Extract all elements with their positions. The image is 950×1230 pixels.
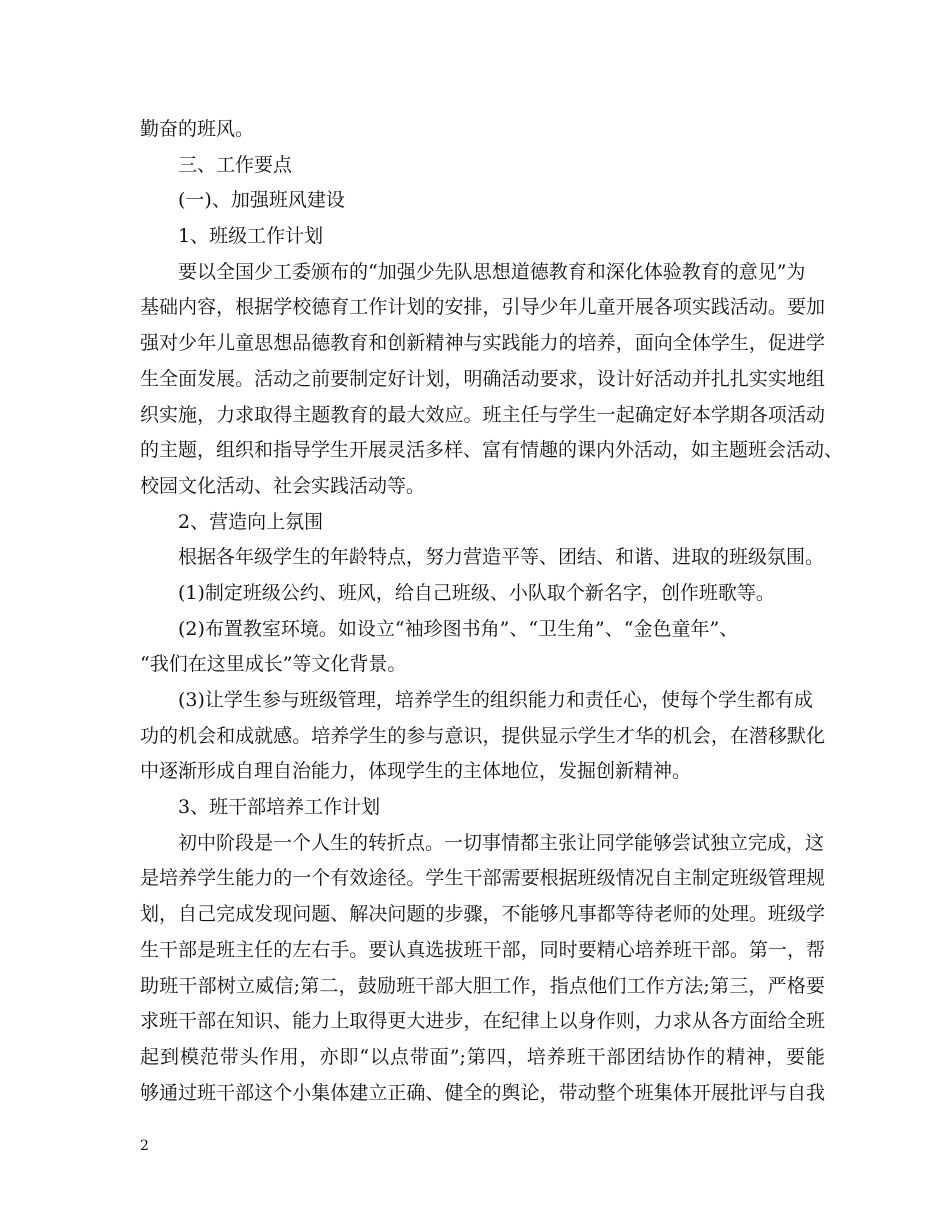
list-item: (2)布置教室环境。如设立“袖珍图书角”、“卫生角”、“金色童年”、 [178, 617, 739, 640]
page-number: 2 [140, 1138, 149, 1154]
paragraph-line: 够通过班干部这个小集体建立正确、健全的舆论，带动整个班集体开展批评与自我 [140, 1081, 825, 1104]
paragraph-line: 织实施，力求取得主题教育的最大效应。班主任与学生一起确定好本学期各项活动 [140, 403, 825, 426]
paragraph-line: 生全面发展。活动之前要制定好计划，明确活动要求，设计好活动并扎扎实实地组 [140, 367, 825, 390]
paragraph-line: 校园文化活动、社会实践活动等。 [140, 474, 426, 497]
paragraph-line: 的主题，组织和指导学生开展灵活多样、富有情趣的课内外活动，如主题班会活动、 [140, 439, 844, 462]
paragraph-line: 中逐渐形成自理自治能力，体现学生的主体地位，发掘创新精神。 [140, 760, 692, 783]
document-body [140, 112, 844, 1111]
subsection-heading: (一)、加强班风建设 [178, 189, 345, 212]
paragraph-line: 基础内容，根据学校德育工作计划的安排，引导少年儿童开展各项实践活动。要加 [140, 296, 825, 319]
paragraph-line: 生干部是班主任的左右手。要认真选拔班干部，同时要精心培养班干部。第一，帮 [140, 938, 825, 961]
paragraph-line: 勤奋的班风。 [140, 118, 255, 140]
list-item: (3)让学生参与班级管理，培养学生的组织能力和责任心，使每个学生都有成 [178, 689, 813, 711]
paragraph-line: 求班干部在知识、能力上取得更大进步，在纪律上以身作则，力求从各方面给全班 [140, 1010, 825, 1033]
paragraph-line: 功的机会和成就感。培养学生的参与意识，提供显示学生才华的机会，在潜移默化 [140, 724, 825, 747]
paragraph-line: 强对少年儿童思想品德教育和创新精神与实践能力的培养，面向全体学生，促进学 [140, 332, 825, 355]
section-heading: 三、工作要点 [178, 153, 293, 176]
paragraph-line: 根据各年级学生的年龄特点，努力营造平等、团结、和谐、进取的班级氛围。 [178, 546, 825, 569]
item-heading: 3、班干部培养工作计划 [178, 796, 381, 819]
paragraph-line: “我们在这里成长”等文化背景。 [140, 653, 407, 676]
paragraph-line: 助班干部树立威信;第二，鼓励班干部大胆工作，指点他们工作方法;第三，严格要 [140, 974, 825, 997]
paragraph-line: 初中阶段是一个人生的转折点。一切事情都主张让同学能够尝试独立完成，这 [178, 831, 825, 854]
item-heading: 1、班级工作计划 [178, 225, 324, 248]
paragraph-line: 起到模范带头作用，亦即“以点带面”;第四，培养班干部团结协作的精神，要能 [140, 1045, 825, 1068]
paragraph-line: 划，自己完成发现问题、解决问题的步骤，不能够凡事都等待老师的处理。班级学 [140, 903, 825, 926]
list-item: (1)制定班级公约、班风，给自己班级、小队取个新名字，创作班歌等。 [178, 581, 775, 604]
paragraph-line: 要以全国少工委颁布的“加强少先队思想道德教育和深化体验教育的意见”为 [178, 260, 806, 283]
item-heading: 2、营造向上氛围 [178, 510, 324, 533]
paragraph-line: 是培养学生能力的一个有效途径。学生干部需要根据班级情况自主制定班级管理规 [140, 867, 825, 890]
